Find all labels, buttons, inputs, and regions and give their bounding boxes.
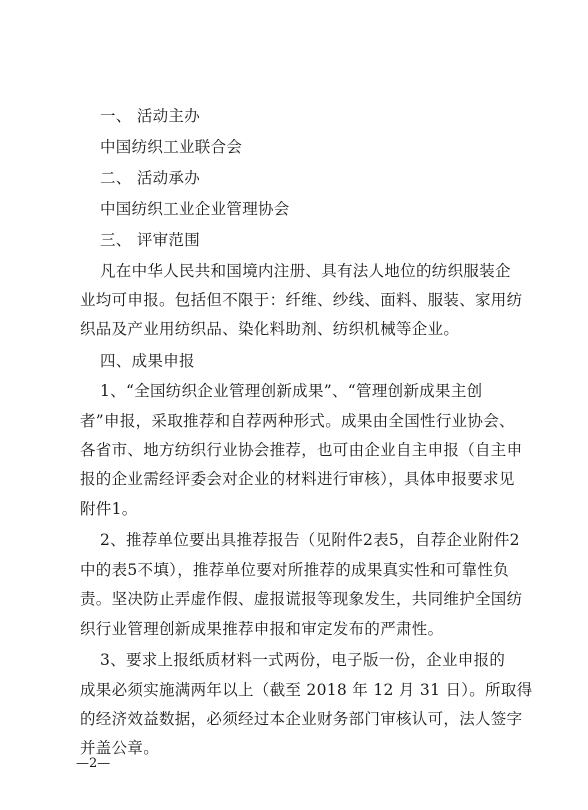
page-number: —2—: [76, 756, 111, 771]
paragraph-1-line: 附件1。: [80, 500, 138, 518]
section-3-heading: 三、 评审范围: [100, 231, 201, 249]
paragraph-1-line: 者”申报，采取推荐和自荐两种形式。成果由全国性行业协会、: [80, 412, 515, 430]
section-2-content: 中国纺织工业企业管理协会: [100, 200, 290, 218]
section-4-heading: 四、成果申报: [100, 352, 195, 370]
paragraph-3-line: 并盖公章。: [80, 739, 160, 757]
paragraph-1-line: 报的企业需经评委会对企业的材料进行审核），具体申报要求见: [80, 470, 515, 488]
paragraph-3-line: 的经济效益数据，必须经过本企业财务部门审核认可，法人签字: [80, 710, 523, 728]
paragraph-3-line: 3、要求上报纸质材料一式两份，电子版一份，企业申报的: [100, 651, 506, 669]
paragraph-1-line: 1、“全国纺织企业管理创新成果”、“管理创新成果主创: [100, 382, 483, 400]
section-1-heading: 一、 活动主办: [100, 107, 201, 125]
section-3-line: 织品及产业用纺织品、染化料助剂、纺织机械等企业。: [80, 320, 460, 338]
paragraph-2-line: 中的表5不填），推荐单位要对所推荐的成果真实性和可靠性负: [80, 561, 510, 579]
paragraph-1-line: 各省市、地方纺织行业协会推荐，也可由企业自主申报（自主申: [80, 441, 523, 459]
paragraph-3-line: 成果必须实施满两年以上（截至 2018 年 12 月 31 日）。所取得: [80, 681, 533, 699]
paragraph-2-line: 织行业管理创新成果推荐申报和审定发布的严肃性。: [80, 620, 444, 638]
paragraph-2-line: 2、推荐单位要出具推荐报告（见附件2表5，自荐企业附件2: [100, 531, 520, 549]
section-2-heading: 二、 活动承办: [100, 169, 201, 187]
paragraph-2-line: 责。坚决防止弄虚作假、虚报谎报等现象发生，共同维护全国纺: [80, 590, 523, 608]
section-1-content: 中国纺织工业联合会: [100, 138, 243, 156]
section-3-line: 凡在中华人民共和国境内注册、具有法人地位的纺织服装企: [100, 262, 511, 280]
section-3-line: 业均可申报。包括但不限于：纤维、纱线、面料、服装、家用纺: [80, 291, 523, 309]
